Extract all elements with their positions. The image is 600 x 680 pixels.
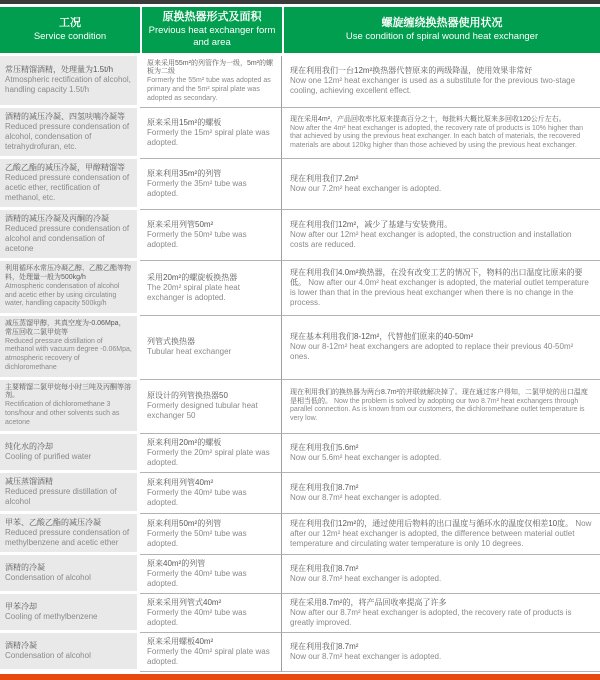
current-text-cn: 现在利用我们的换热器为两台8.7m²的并联就解决掉了。现在通过客户得知，二氯甲烷的出口温度是相当低的。 <box>290 388 588 405</box>
previous-text-en: Formerly the 55m² tube was adopted as primary and the 5m² spiral plate was adopted as secondary. <box>147 77 271 102</box>
service-condition-cell <box>0 210 140 261</box>
current-text-cn: 现在基本利用我们8-12m²，代替他们原来的40-50m² <box>290 332 474 342</box>
current-use-cell <box>282 108 600 159</box>
current-text-en: Now after our 12m² heat exchanger is adopted, the construction and installation costs are reduced. <box>290 230 572 250</box>
table-row <box>0 594 600 633</box>
table-row <box>0 514 600 555</box>
table-row <box>0 261 600 316</box>
condition-text-cn: 主要精馏二氯甲烷每小时三吨及丙酮等溶剂。 <box>5 383 131 400</box>
condition-text-cn: 减压蒸馏酒精 <box>5 477 53 487</box>
current-text-en: Now after our 12m² heat exchanger is adopted, the difference between material outlet temperature and circulating water temperature is only 10 degrees. <box>290 519 592 549</box>
table-row <box>0 159 600 210</box>
header-row <box>0 7 600 56</box>
heat-exchanger-comparison-table <box>0 7 600 672</box>
condition-text-cn: 酒精的冷凝 <box>5 563 45 573</box>
previous-text-en: Formerly the 35m² tube was adopted. <box>147 179 247 199</box>
table-row <box>0 633 600 672</box>
condition-text-cn: 乙酸乙酯的减压冷凝，甲醇精馏等 <box>5 163 125 173</box>
current-text-en: Now our 5.6m² heat exchanger is adopted. <box>290 453 442 463</box>
current-text-en: Now one 12m² heat exchanger is used as a substitute for the previous two-stage cooling, achieving excellent effect. <box>290 76 576 96</box>
condition-text-cn: 酒精的减压冷凝、四氢呋喃冷凝等 <box>5 112 125 122</box>
condition-text-cn: 甲苯冷却 <box>5 602 37 612</box>
previous-text-en: Formerly the 40m² spiral plate was adopted. <box>147 647 270 667</box>
current-text-cn: 现在采用4m²，产品回收率比原来提高百分之十，每批料大概比原来多回收120公斤左右。 <box>290 115 566 123</box>
current-text-cn: 现在采用8.7m²的，将产品回收率提高了许多 <box>290 598 447 608</box>
previous-text-cn: 原来采用15m²的螺板 <box>147 118 222 128</box>
previous-text-en: Formerly the 20m² spiral plate was adopted. <box>147 448 270 468</box>
previous-exchanger-cell <box>140 380 282 435</box>
current-text-en: Now our 8.7m² heat exchanger is adopted. <box>290 652 442 662</box>
condition-text-en: Reduced pressure distillation of methanol with vacuum degree -0.06Mpa, atmospheric recovery of dichloromethane <box>5 337 132 371</box>
current-text-en: Now the problem is solved by adopting our two 8.7m² heat exchangers through parallel connection. As is known from our customers, the dichloromethane outlet temperature is very low. <box>290 397 585 423</box>
previous-text-en: Formerly the 50m² tube was adopted. <box>147 529 247 549</box>
current-use-cell <box>282 261 600 316</box>
condition-text-en: Reduced pressure condensation of alcohol, condensation of tetrahydrofuran, etc. <box>5 122 130 152</box>
previous-text-cn: 原来采用列管式40m² <box>147 598 222 608</box>
current-use-cell <box>282 434 600 473</box>
current-text-en: Now after the 4m² heat exchanger is adopted, the recovery rate of products is 10% higher than that achieved by using the previous heat exchanger. In each batch of materials, the recovered materials are about 120kg higher than those achieved by using the previous heat exchanger. <box>290 124 583 149</box>
previous-exchanger-cell <box>140 261 282 316</box>
service-condition-cell <box>0 108 140 159</box>
condition-text-cn: 利用循环水常压冷凝乙醇、乙酸乙酯等物料，处理量一般为500kg/h <box>5 265 131 281</box>
previous-text-cn: 原来40m²的列管 <box>147 559 206 569</box>
current-text-cn: 现在利用我们8.7m² <box>290 483 359 493</box>
condition-text-en: Condensation of alcohol <box>5 573 91 583</box>
header-service-condition <box>0 7 140 56</box>
previous-text-en: Formerly the 40m² tube was adopted. <box>147 569 247 589</box>
condition-text-en: Rectification of dichloromethane 3 tons/hour and other solvents such as acetone <box>5 401 120 426</box>
current-use-cell <box>282 633 600 672</box>
table-row <box>0 210 600 261</box>
service-condition-cell <box>0 633 140 672</box>
condition-text-cn: 酒精的减压冷凝及丙酮的冷凝 <box>5 214 109 224</box>
header-previous-exchanger-cn: 原换热器形式及面积 <box>162 11 262 23</box>
condition-text-en: Reduced pressure condensation of acetic ether, rectification of methanol, etc. <box>5 173 130 203</box>
table-body <box>0 56 600 673</box>
previous-exchanger-cell <box>140 316 282 380</box>
current-text-cn: 现在利用我们7.2m² <box>290 174 359 184</box>
header-spiral-wound-use <box>282 7 600 56</box>
current-use-cell <box>282 210 600 261</box>
current-text-en: Now after our 4.0m² heat exchanger is adopted, the material outlet temperature is lower than that in the previous heat exchanger when there is no change in the process. <box>290 278 589 308</box>
current-text-en: Now after our 8.7m² heat exchanger is adopted, the recovery rate of products is greatly improved. <box>290 608 572 628</box>
previous-text-cn: 原来采用55m²的列管作为一级，5m²的螺板为二级 <box>147 59 274 76</box>
condition-text-en: Reduced pressure condensation of methylbenzene and acetic ether <box>5 528 130 548</box>
current-text-cn: 现在利用我们一台12m²换热器代替原来的两级降温，使用效果非常好 <box>290 66 533 76</box>
header-spiral-wound-use-cn: 螺旋缠绕换热器使用状况 <box>381 16 503 29</box>
current-text-cn: 现在利用我们12m²的，通过使用后物料的出口温度与循环水的温度仅相差10度。 <box>290 519 574 529</box>
previous-text-cn: 原来利用50m²的列管 <box>147 519 222 529</box>
service-condition-cell <box>0 159 140 210</box>
previous-exchanger-cell <box>140 159 282 210</box>
condition-text-cn: 甲苯、乙酸乙酯的减压冷凝 <box>5 518 101 528</box>
current-use-cell <box>282 380 600 435</box>
condition-text-cn: 常压精馏酒精，处理量为1.5t/h <box>5 65 114 75</box>
header-previous-exchanger <box>140 7 282 56</box>
previous-exchanger-cell <box>140 555 282 594</box>
bottom-accent-bar <box>0 674 600 680</box>
condition-text-en: Atmospheric rectification of alcohol, handling capacity 1.5t/h <box>5 75 131 95</box>
condition-text-en: Atmospheric condensation of alcohol and acetic ether by using circulating water, handling capacity 500kg/h <box>5 282 120 308</box>
table-row <box>0 555 600 594</box>
current-text-en: Now our 8.7m² heat exchanger is adopted. <box>290 574 442 584</box>
current-use-cell <box>282 514 600 555</box>
previous-exchanger-cell <box>140 594 282 633</box>
previous-exchanger-cell <box>140 56 282 109</box>
current-text-cn: 现在利用我们8.7m² <box>290 642 359 652</box>
current-use-cell <box>282 316 600 380</box>
service-condition-cell <box>0 261 140 316</box>
table-header <box>0 7 600 56</box>
service-condition-cell <box>0 473 140 514</box>
current-text-cn: 现在利用我们8.7m² <box>290 564 359 574</box>
current-text-cn: 现在利用我们12m²，减少了基建与安装费用。 <box>290 220 453 230</box>
top-accent-bar <box>0 0 600 4</box>
previous-text-cn: 原来采用列管50m² <box>147 220 214 230</box>
previous-text-en: Formerly designed tubular heat exchanger 50 <box>147 401 258 421</box>
current-text-en: Now our 7.2m² heat exchanger is adopted. <box>290 184 442 194</box>
previous-text-cn: 原来利用20m²的螺板 <box>147 438 222 448</box>
current-text-cn: 现在利用我们4.0m²换热器，在没有改变工艺的情况下，物料的出口温度比原来的要低。 <box>290 268 583 288</box>
current-text-en: Now our 8-12m² heat exchangers are adopted to replace their previous 40-50m² ones. <box>290 342 574 362</box>
condition-text-cn: 纯化水的冷却 <box>5 442 53 452</box>
previous-exchanger-cell <box>140 514 282 555</box>
previous-text-cn: 原设计的列管换热器50 <box>147 391 228 401</box>
previous-text-en: Formerly the 40m² tube was adopted. <box>147 488 247 508</box>
header-previous-exchanger-en: Previous heat exchanger form and area <box>148 24 276 48</box>
current-text-cn: 现在利用我们5.6m² <box>290 443 359 453</box>
previous-text-cn: 采用20m²的螺旋板换热器 <box>147 273 238 283</box>
previous-text-en: Formerly the 50m² tube was adopted. <box>147 230 247 250</box>
table-row <box>0 56 600 109</box>
condition-text-en: Cooling of methylbenzene <box>5 612 98 622</box>
current-text-en: Now our 8.7m² heat exchanger is adopted. <box>290 493 442 503</box>
previous-exchanger-cell <box>140 473 282 514</box>
service-condition-cell <box>0 555 140 594</box>
condition-text-cn: 酒精冷凝 <box>5 641 37 651</box>
current-use-cell <box>282 594 600 633</box>
previous-exchanger-cell <box>140 434 282 473</box>
previous-text-en: Tubular heat exchanger <box>147 347 232 357</box>
previous-exchanger-cell <box>140 633 282 672</box>
service-condition-cell <box>0 434 140 473</box>
table-row <box>0 108 600 159</box>
previous-text-cn: 列管式换热器 <box>147 337 195 347</box>
previous-text-en: Formerly the 40m² tube was adopted. <box>147 608 247 628</box>
service-condition-cell <box>0 316 140 380</box>
header-service-condition-en: Service condition <box>33 30 107 42</box>
previous-text-cn: 原来利用列管40m² <box>147 478 214 488</box>
condition-text-en: Cooling of purified water <box>5 452 92 462</box>
current-use-cell <box>282 159 600 210</box>
previous-text-cn: 原来利用35m²的列管 <box>147 169 222 179</box>
service-condition-cell <box>0 380 140 435</box>
condition-text-en: Reduced pressure condensation of alcohol and condensation of acetone <box>5 224 130 254</box>
condition-text-en: Reduced pressure distillation of alcohol <box>5 487 117 507</box>
service-condition-cell <box>0 514 140 555</box>
table-row <box>0 434 600 473</box>
condition-text-cn: 减压蒸馏甲醇，其真空度为-0.06Mpa，常压回收二氯甲烷等 <box>5 320 126 336</box>
header-spiral-wound-use-en: Use condition of spiral wound heat exchanger <box>345 30 539 42</box>
current-use-cell <box>282 56 600 109</box>
table-row <box>0 380 600 435</box>
previous-exchanger-cell <box>140 210 282 261</box>
table-row <box>0 473 600 514</box>
current-use-cell <box>282 555 600 594</box>
previous-text-en: Formerly the 15m² spiral plate was adopted. <box>147 128 270 148</box>
previous-exchanger-cell <box>140 108 282 159</box>
condition-text-en: Condensation of alcohol <box>5 651 91 661</box>
service-condition-cell <box>0 56 140 109</box>
current-use-cell <box>282 473 600 514</box>
previous-text-en: The 20m² spiral plate heat exchanger is adopted. <box>147 283 240 303</box>
previous-text-cn: 原来采用螺板40m² <box>147 637 214 647</box>
service-condition-cell <box>0 594 140 633</box>
header-service-condition-cn: 工况 <box>59 16 81 29</box>
table-row <box>0 316 600 380</box>
